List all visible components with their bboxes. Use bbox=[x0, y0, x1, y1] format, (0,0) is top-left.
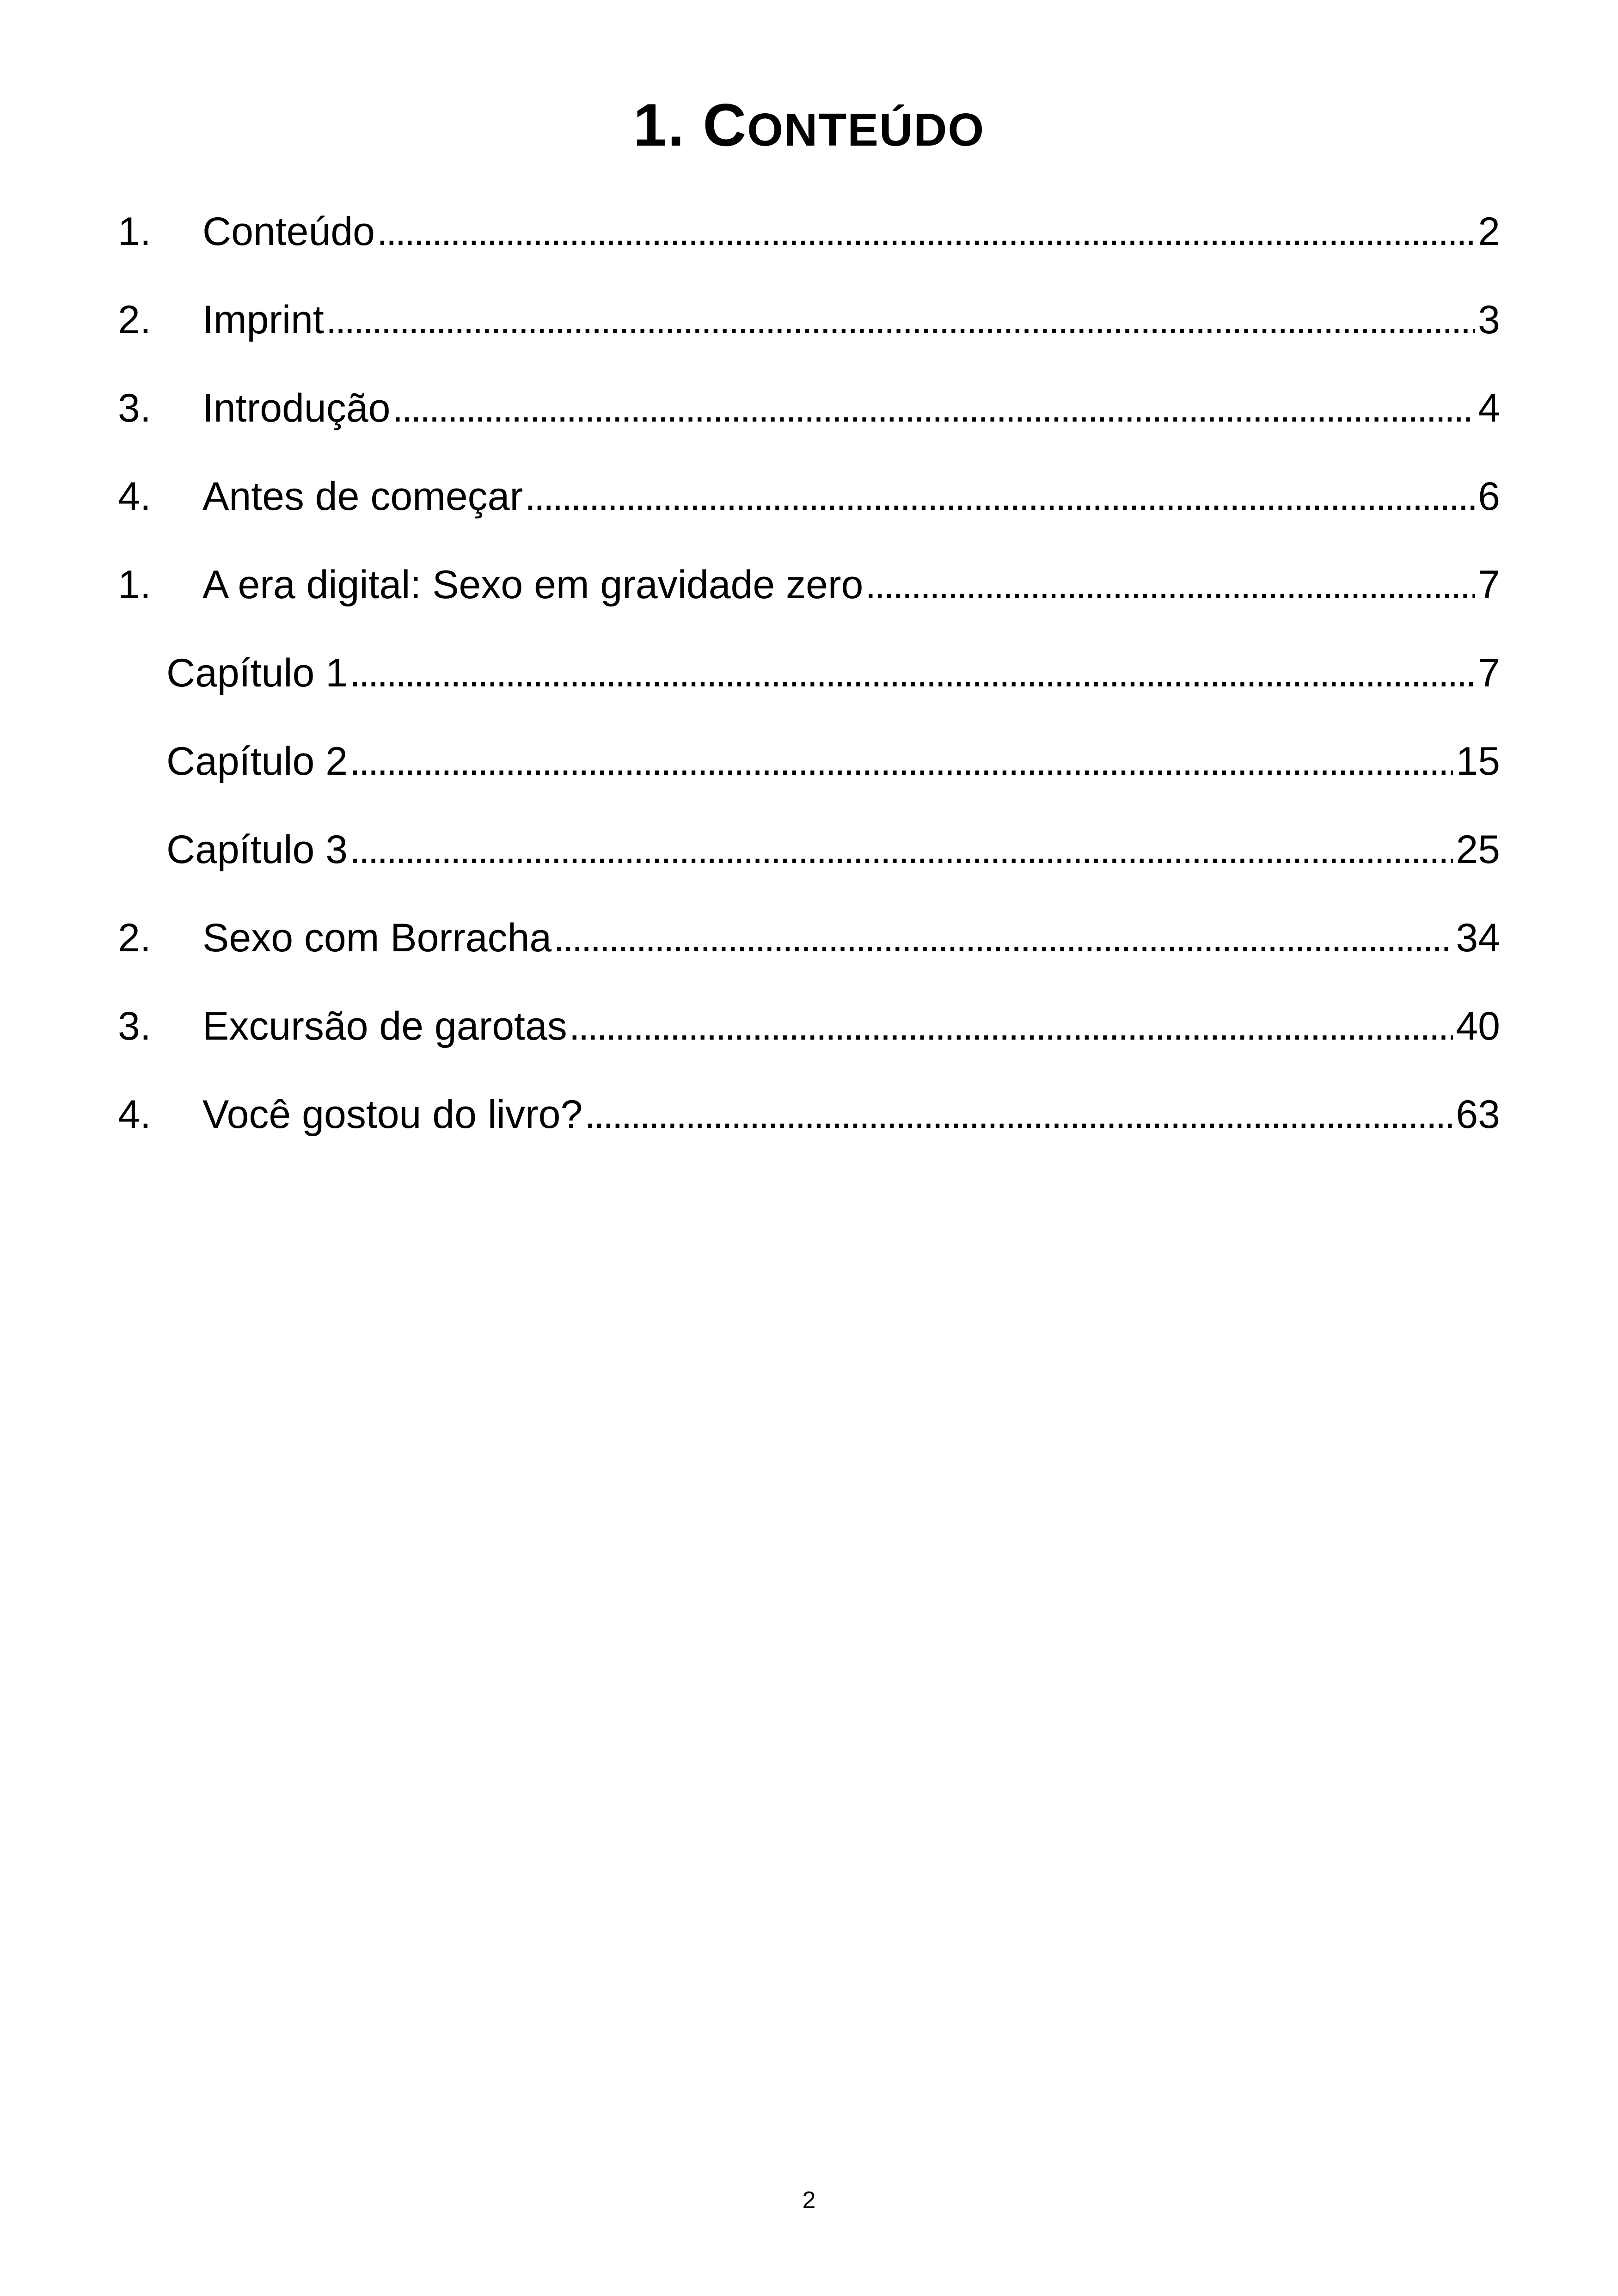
dot-leader bbox=[584, 1091, 1453, 1138]
toc-entry-imprint[interactable] bbox=[118, 276, 1500, 364]
table-of-contents bbox=[118, 187, 1500, 1158]
toc-entry-page: 40 bbox=[1456, 1004, 1500, 1048]
toc-entry-number: 2. bbox=[118, 297, 151, 342]
page-title bbox=[0, 86, 1618, 169]
dot-leader bbox=[377, 208, 1475, 255]
toc-entry-capitulo-3[interactable] bbox=[118, 805, 1500, 894]
dot-leader bbox=[553, 915, 1453, 961]
toc-entry-title: Sexo com Borracha bbox=[202, 915, 552, 960]
toc-entry-conteudo[interactable] bbox=[118, 187, 1500, 276]
toc-entry-capitulo-2[interactable] bbox=[118, 717, 1500, 805]
dot-leader bbox=[326, 297, 1475, 343]
toc-entry-excursao-de-garotas[interactable] bbox=[118, 982, 1500, 1070]
toc-entry-number: 2. bbox=[118, 915, 151, 960]
toc-entry-page: 4 bbox=[1478, 386, 1500, 430]
toc-entry-number: 1. bbox=[118, 562, 151, 607]
toc-entry-number: 3. bbox=[118, 386, 151, 430]
toc-entry-title: Capítulo 1 bbox=[166, 650, 348, 695]
toc-entry-title: Introdução bbox=[202, 386, 391, 430]
dot-leader bbox=[569, 1003, 1453, 1049]
toc-entry-capitulo-1[interactable] bbox=[118, 629, 1500, 717]
toc-entry-page: 34 bbox=[1456, 915, 1500, 960]
toc-entry-title: A era digital: Sexo em gravidade zero bbox=[202, 562, 864, 607]
heading-number: 1. bbox=[633, 91, 686, 159]
toc-entry-number: 1. bbox=[118, 209, 151, 254]
dot-leader bbox=[349, 650, 1475, 696]
toc-entry-era-digital[interactable] bbox=[118, 540, 1500, 629]
dot-leader bbox=[865, 562, 1475, 608]
toc-entry-page: 25 bbox=[1456, 827, 1500, 872]
toc-entry-title: Você gostou do livro? bbox=[202, 1092, 583, 1137]
toc-entry-number: 4. bbox=[118, 474, 151, 519]
toc-entry-title: Conteúdo bbox=[202, 209, 375, 254]
toc-entry-title: Excursão de garotas bbox=[202, 1004, 567, 1048]
toc-entry-page: 15 bbox=[1456, 739, 1500, 784]
dot-leader bbox=[349, 738, 1453, 784]
toc-entry-title: Capítulo 2 bbox=[166, 739, 348, 784]
toc-entry-introducao[interactable] bbox=[118, 364, 1500, 452]
dot-leader bbox=[349, 827, 1453, 873]
toc-entry-title: Imprint bbox=[202, 297, 324, 342]
toc-entry-antes-de-comecar[interactable] bbox=[118, 452, 1500, 540]
toc-entry-page: 2 bbox=[1478, 209, 1500, 254]
dot-leader bbox=[392, 385, 1475, 431]
footer-page-number: 2 bbox=[802, 2187, 816, 2214]
toc-entry-number: 4. bbox=[118, 1092, 151, 1137]
toc-entry-title: Capítulo 3 bbox=[166, 827, 348, 872]
heading-rest: ONTEÚDO bbox=[747, 104, 985, 156]
toc-entry-page: 6 bbox=[1478, 474, 1500, 519]
toc-entry-title: Antes de começar bbox=[202, 474, 523, 519]
toc-entry-voce-gostou[interactable] bbox=[118, 1070, 1500, 1158]
dot-leader bbox=[525, 473, 1475, 520]
toc-entry-page: 3 bbox=[1478, 297, 1500, 342]
toc-entry-number: 3. bbox=[118, 1004, 151, 1048]
heading-first-letter: C bbox=[703, 91, 748, 159]
toc-entry-page: 7 bbox=[1478, 650, 1500, 695]
toc-entry-sexo-com-borracha[interactable] bbox=[118, 894, 1500, 982]
toc-entry-page: 7 bbox=[1478, 562, 1500, 607]
toc-entry-page: 63 bbox=[1456, 1092, 1500, 1137]
